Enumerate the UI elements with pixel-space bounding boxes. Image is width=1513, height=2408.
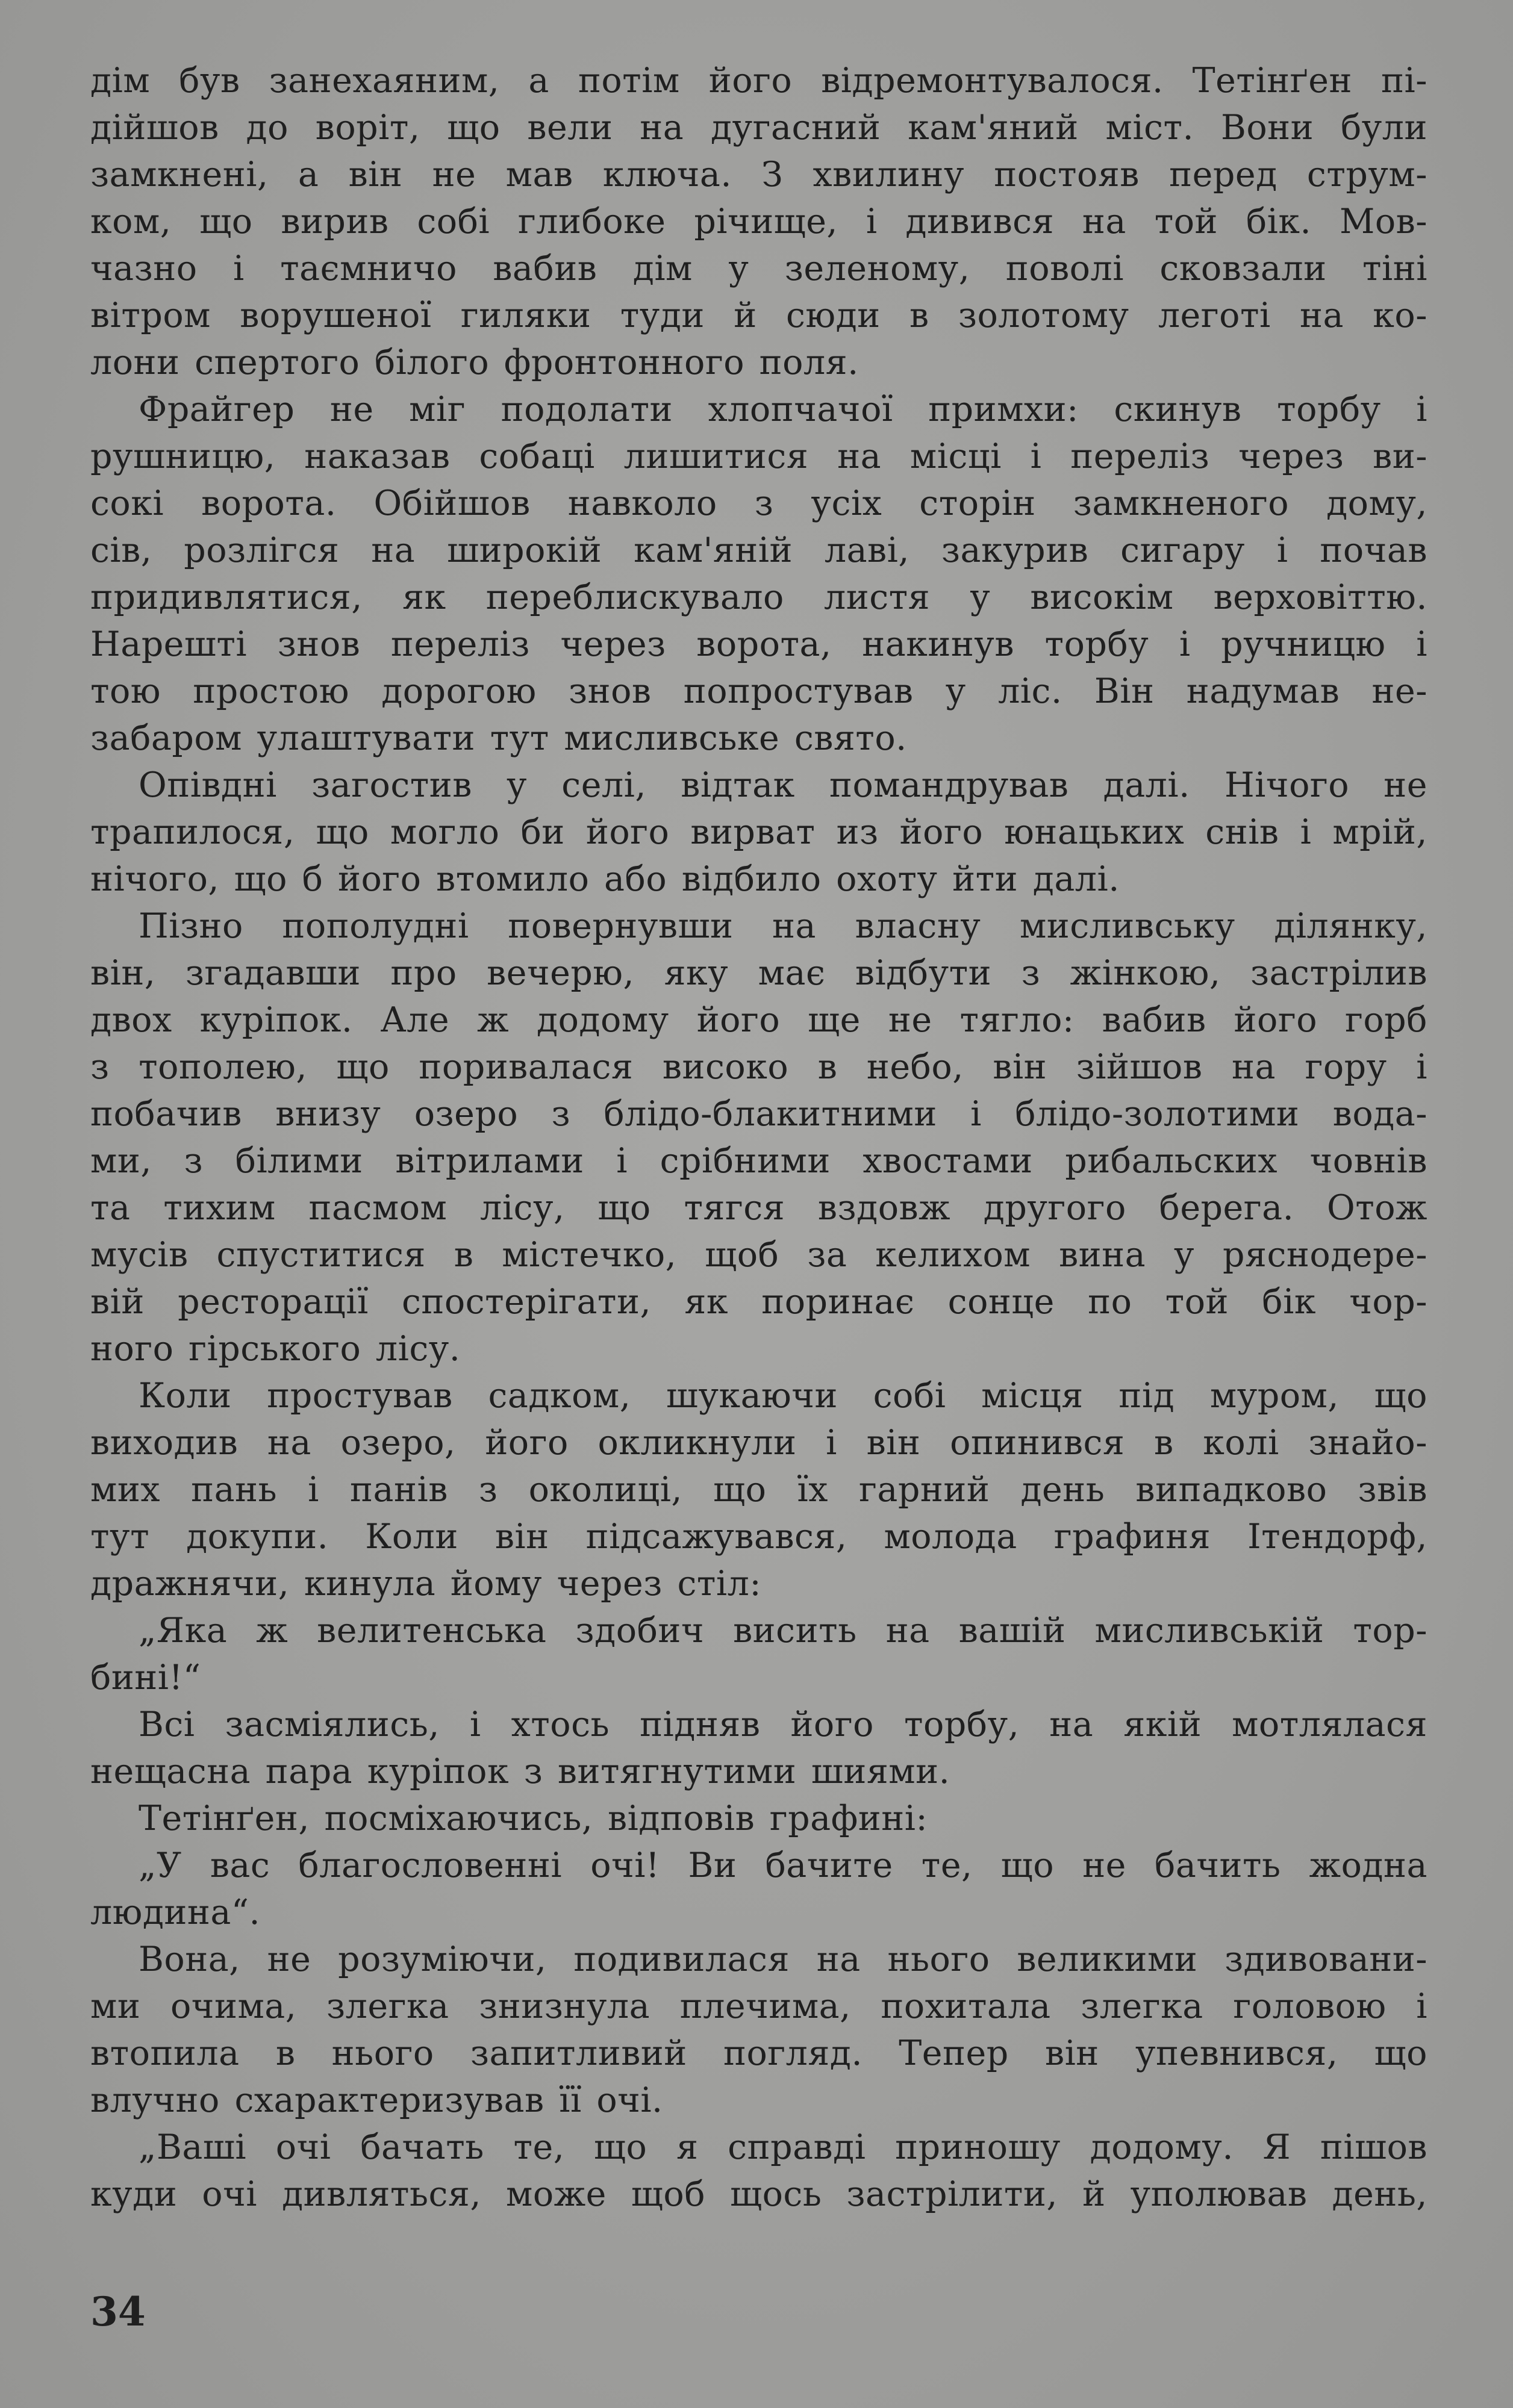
text-line: мусів спуститися в містечко, щоб за келихом вина у ряснодере- — [90, 1235, 1427, 1275]
text-line: сокі ворота. Обійшов навколо з усіх сторін замкненого дому, — [90, 484, 1427, 523]
text-line: дійшов до воріт, що вели на дугасний кам'яний міст. Вони були — [90, 108, 1427, 148]
text-line: тою простою дорогою знов попростував у ліс. Він надумав не- — [90, 671, 1427, 711]
text-line: бині!“ — [90, 1658, 201, 1697]
text-line: ми очима, злегка знизнула плечима, похитала злегка головою і — [90, 1986, 1427, 2026]
text-line: куди очі дивляться, може щоб щось застрілити, й уполював день, — [90, 2174, 1427, 2214]
body-text — [90, 57, 1427, 2218]
text-line: ми, з білими вітрилами і срібними хвостами рибальских човнів — [90, 1141, 1427, 1181]
text-line: Опівдні загостив у селі, відтак помандрував далі. Нічого не — [139, 765, 1427, 805]
text-line: „Яка ж велитенська здобич висить на вашій мисливській тор- — [139, 1611, 1427, 1650]
text-line: він, згадавши про вечерю, яку має відбути з жінкою, застрілив — [90, 953, 1427, 993]
text-line: нічого, що б його втомило або відбило охоту йти далі. — [90, 859, 1120, 899]
text-line: чазно і таємничо вабив дім у зеленому, поволі сковзали тіні — [90, 249, 1427, 288]
text-line: Вона, не розуміючи, подивилася на нього великими здивовани- — [139, 1940, 1427, 1979]
text-line: дражнячи, кинула йому через стіл: — [90, 1564, 762, 1604]
text-line: дім був занехаяним, а потім його відремонтувалося. Тетінґен пі- — [90, 61, 1427, 101]
text-line: сів, розлігся на широкій кам'яній лаві, закурив сигару і почав — [90, 530, 1427, 570]
text-line: Коли простував садком, шукаючи собі місця під муром, що — [139, 1376, 1427, 1416]
text-line: трапилося, що могло би його вирват из його юнацьких снів і мрій, — [90, 812, 1427, 852]
page-number: 34 — [90, 2288, 146, 2335]
text-line: лони спертого білого фронтонного поля. — [90, 343, 859, 382]
text-line: людина“. — [90, 1893, 261, 1932]
text-line: ком, що вирив собі глибоке річище, і дивився на той бік. Мов- — [90, 202, 1427, 241]
text-line: „Ваші очі бачать те, що я справді приношу додому. Я пішов — [139, 2127, 1427, 2167]
text-line: двох куріпок. Але ж додому його ще не тягло: вабив його горб — [90, 1000, 1427, 1040]
text-line: замкнені, а він не мав ключа. З хвилину постояв перед струм- — [90, 155, 1427, 194]
text-line: тут докупи. Коли він підсажувався, молода графиня Ітендорф, — [90, 1517, 1427, 1557]
text-line: рушницю, наказав собаці лишитися на місці і переліз через ви- — [90, 437, 1427, 476]
text-line: вій ресторації спостерігати, як поринає сонце по той бік чор- — [90, 1282, 1427, 1322]
text-line: та тихим пасмом лісу, що тягся вздовж другого берега. Отож — [90, 1188, 1427, 1228]
text-line: втопила в нього запитливий погляд. Тепер він упевнився, що — [90, 2033, 1427, 2073]
text-line: Нарешті знов переліз через ворота, накинув торбу і ручницю і — [90, 624, 1427, 664]
text-line: Фрайгер не міг подолати хлопчачої примхи: скинув торбу і — [139, 390, 1427, 429]
text-line: забаром улаштувати тут мисливське свято. — [90, 718, 907, 758]
text-line: вітром ворушеної гиляки туди й сюди в золотому леготі на ко- — [90, 296, 1427, 335]
text-line: Пізно пополудні повернувши на власну мисливську ділянку, — [139, 906, 1427, 946]
text-line: побачив внизу озеро з блідо-блакитними і блідо-золотими вода- — [90, 1094, 1427, 1134]
text-line: виходив на озеро, його окликнули і він опинився в колі знайо- — [90, 1423, 1427, 1463]
text-line: влучно схарактеризував її очі. — [90, 2080, 663, 2120]
text-line: Всі засміялись, і хтось підняв його торбу, на якій мотлялася — [139, 1705, 1427, 1744]
text-line: ного гірського лісу. — [90, 1329, 461, 1369]
text-line: нещасна пара куріпок з витягнутими шиями. — [90, 1752, 950, 1791]
text-line: з тополею, що поривалася високо в небо, він зійшов на гору і — [90, 1047, 1427, 1087]
text-line: „У вас благословенні очі! Ви бачите те, що не бачить жодна — [139, 1846, 1427, 1885]
text-line: Тетінґен, посміхаючись, відповів графині: — [139, 1799, 928, 1838]
text-line: мих пань і панів з околиці, що їх гарний день випадково звів — [90, 1470, 1427, 1510]
text-line: придивлятися, як переблискувало листя у високім верховіттю. — [90, 577, 1427, 617]
